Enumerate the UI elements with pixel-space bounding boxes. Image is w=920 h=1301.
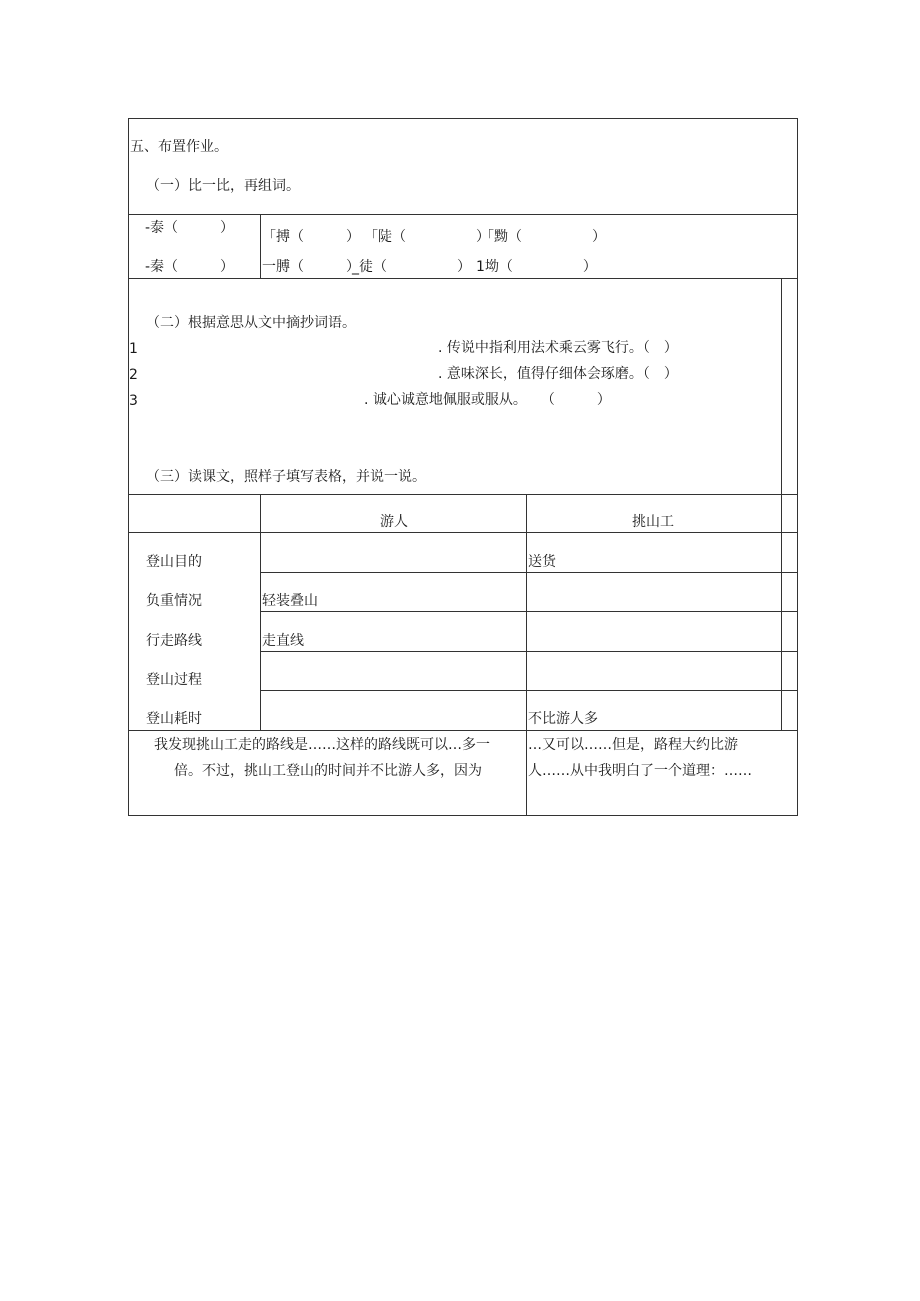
part2-heading: （二）根据意思从文中摘抄词语。	[146, 315, 356, 331]
rule-row-2	[260, 572, 798, 573]
rule-col-1	[260, 494, 261, 730]
rule-row-1	[128, 532, 798, 533]
rule-part1-divider	[260, 214, 261, 278]
table-row-2-tourist: 轻装叠山	[262, 593, 318, 609]
summary-left-line-1: 我发现挑山工走的路线是……这样的路线既可以…多一	[154, 737, 490, 753]
rule-part1-bottom	[128, 278, 798, 279]
table-row-1-label: 登山目的	[146, 554, 202, 570]
rule-part1-top	[128, 214, 798, 215]
rule-row-5	[260, 690, 798, 691]
part1-heading: （一）比一比，再组词。	[146, 178, 300, 194]
rule-col-2	[526, 494, 527, 816]
part1-pair1-top: 「搏（ ）	[262, 229, 360, 245]
summary-right-line-1: …又可以……但是，路程大约比游	[528, 737, 738, 753]
part1-pair3-top: 「黝（ ）	[480, 229, 606, 245]
table-header-porter: 挑山工	[632, 514, 674, 530]
part1-pair1-bottom: 一膊（ ）	[262, 259, 360, 275]
rule-row-3	[260, 611, 798, 612]
part1-left-row-1: -泰（ ）	[145, 220, 235, 236]
part1-pair2-top: 「陡（ ）	[364, 229, 490, 245]
table-row-2-label: 负重情况	[146, 593, 202, 609]
table-row-3-label: 行走路线	[146, 633, 202, 649]
rule-table-top	[128, 494, 798, 495]
table-row-5-label: 登山耗时	[146, 711, 202, 727]
table-row-1-porter: 送货	[528, 554, 556, 570]
part2-item-2-text: . 意味深长，值得仔细体会琢磨。（ ）	[438, 366, 678, 382]
part2-item-1-text: . 传说中指利用法术乘云雾飞行。（ ）	[438, 340, 678, 356]
summary-left-line-2: 倍。不过，挑山工登山的时间并不比游人多，因为	[174, 763, 482, 779]
part2-item-3-number: 3	[129, 393, 138, 409]
part1-pair2-bottom: _徒（ ）	[352, 259, 471, 275]
part3-heading: （三）读课文，照样子填写表格，并说一说。	[146, 469, 426, 485]
rule-row-6	[128, 730, 798, 731]
table-header-tourist: 游人	[380, 514, 408, 530]
part2-item-1-number: 1	[129, 341, 138, 357]
rule-right-strip	[781, 278, 782, 730]
table-row-4-label: 登山过程	[146, 672, 202, 688]
summary-right-line-2: 人……从中我明白了一个道理：……	[528, 763, 752, 779]
rule-row-4	[260, 651, 798, 652]
part1-pair3-bottom: 1坳（ ）	[476, 259, 597, 275]
part2-item-3-text: . 诚心诚意地佩服或服从。 （ ）	[364, 392, 611, 408]
table-row-5-porter: 不比游人多	[528, 711, 598, 727]
table-row-3-tourist: 走直线	[262, 633, 304, 649]
section-title: 五、布置作业。	[130, 139, 228, 155]
part1-left-row-2: -秦（ ）	[145, 259, 235, 275]
part2-item-2-number: 2	[129, 367, 138, 383]
